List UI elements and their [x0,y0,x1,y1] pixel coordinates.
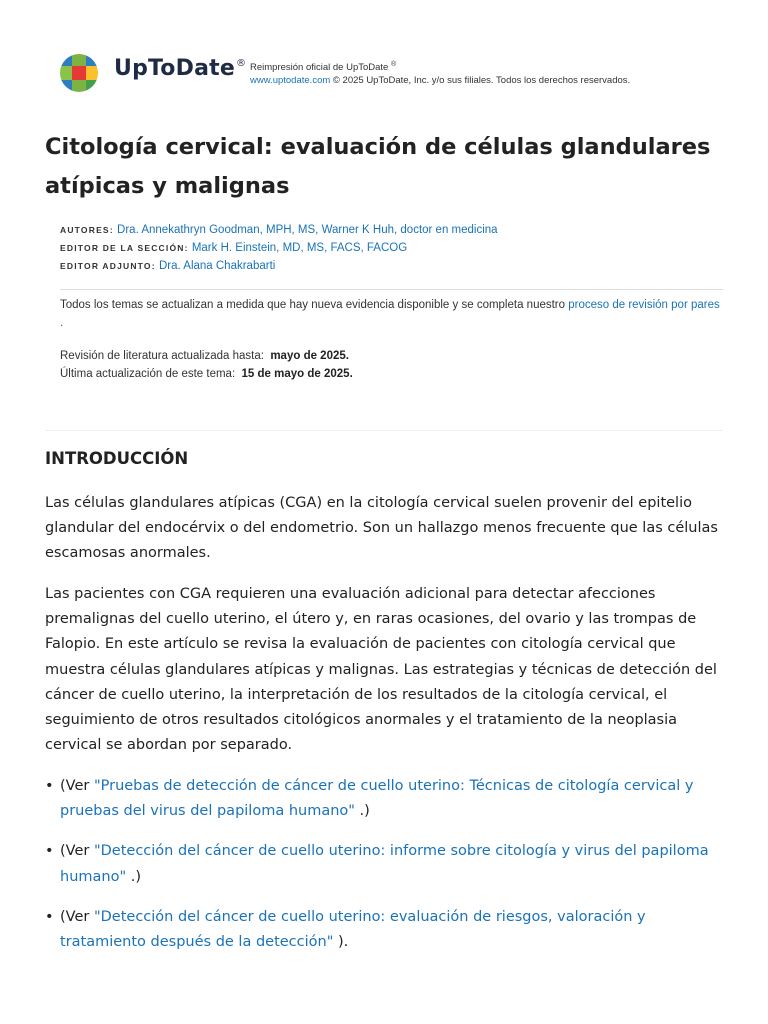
list-item: • (Ver "Pruebas de detección de cáncer de cuello uterino: Técnicas de citología cervical y pruebas del virus del papiloma humano" .) [45,774,725,824]
section-editor-row: EDITOR DE LA SECCIÓN: Mark H. Einstein, MD, MS, FACS, FACOG [60,242,408,254]
related-topics-list [45,774,725,970]
intro-paragraph-2: Las pacientes con CGA requieren una evaluación adicional para detectar afecciones premalignas del cuello uterino, el útero y, en raras ocasiones, del ovario y las trompas de Falopio. En este artículo se revisa la evaluación de pacientes con citología cervical que muestra células glandulares atípicas y malignas. Las estrategias y técnicas de detección del cáncer de cuello uterino, la interpretación de los resultados de la citología cervical, el seguimiento de otros resultados citológicos anormales y el tratamiento de la neoplasia cervical se abordan por separado. [45,586,717,754]
divider [60,289,723,290]
related-topic-link[interactable]: "Detección del cáncer de cuello uterino: evaluación de riesgos, valoración y tratamiento después de la detección" [60,908,646,951]
authors-link[interactable]: Dra. Annekathryn Goodman, MPH, MS, Warner K Huh, doctor en medicina [117,224,498,236]
bullet-icon: • [45,908,54,925]
deputy-editor-link[interactable]: Dra. Alana Chakrabarti [158,260,276,272]
article-credits [60,221,498,275]
list-item: • (Ver "Detección del cáncer de cuello uterino: informe sobre citología y virus del papiloma humano" .) [45,839,725,889]
list-item: • (Ver "Detección del cáncer de cuello uterino: evaluación de riesgos, valoración y tratamiento después de la detección" ). [45,905,725,955]
update-notice: Todos los temas se actualizan a medida que hay nueva evidencia disponible y se completa nuestro proceso de revisión por pares . [60,299,720,329]
related-topic-link[interactable]: "Detección del cáncer de cuello uterino: informe sobre citología y virus del papiloma humano" [60,843,709,885]
section-heading-introduction: INTRODUCCIÓN [45,449,189,468]
bullet-icon: • [45,778,54,794]
review-dates: Revisión de literatura actualizada hasta: mayo de 2025. Última actualización de este tema: 15 de mayo de 2025. [60,350,353,380]
lit-review-date: mayo de 2025. [270,350,349,362]
article-title: Citología cervical: evaluación de células glandulares atípicas y malignas [45,134,711,199]
header [58,52,738,94]
section-divider [45,430,723,431]
deputy-editor-row: EDITOR ADJUNTO: Dra. Alana Chakrabarti [60,260,276,272]
section-editor-link[interactable]: Mark H. Einstein, MD, MS, FACS, FACOG [191,242,408,254]
last-update-date: 15 de mayo de 2025. [241,368,353,380]
bullet-icon: • [45,843,54,860]
uptodate-logo-icon [58,52,100,94]
intro-paragraph-1: Las células glandulares atípicas (CGA) en la citología cervical suelen provenir del epitelio glandular del endocérvix o del endometrio. Son un hallazgo menos frecuente que las células escamosas anormales. [45,495,718,562]
peer-review-link[interactable]: proceso de revisión por pares . [60,299,720,329]
authors-row: AUTORES: Dra. Annekathryn Goodman, MPH, MS, Warner K Huh, doctor en medicina [60,224,498,236]
uptodate-site-link[interactable]: www.uptodate.com [250,75,331,87]
brand-name: UpToDate® [114,56,247,81]
reprint-notice: Reimpresión oficial de UpToDate ® www.uptodate.com © 2025 UpToDate, Inc. y/o sus filiales. Todos los derechos reservados. [250,61,631,87]
related-topic-link[interactable]: "Pruebas de detección de cáncer de cuello uterino: Técnicas de citología cervical y pruebas del virus del papiloma humano" [60,778,694,820]
